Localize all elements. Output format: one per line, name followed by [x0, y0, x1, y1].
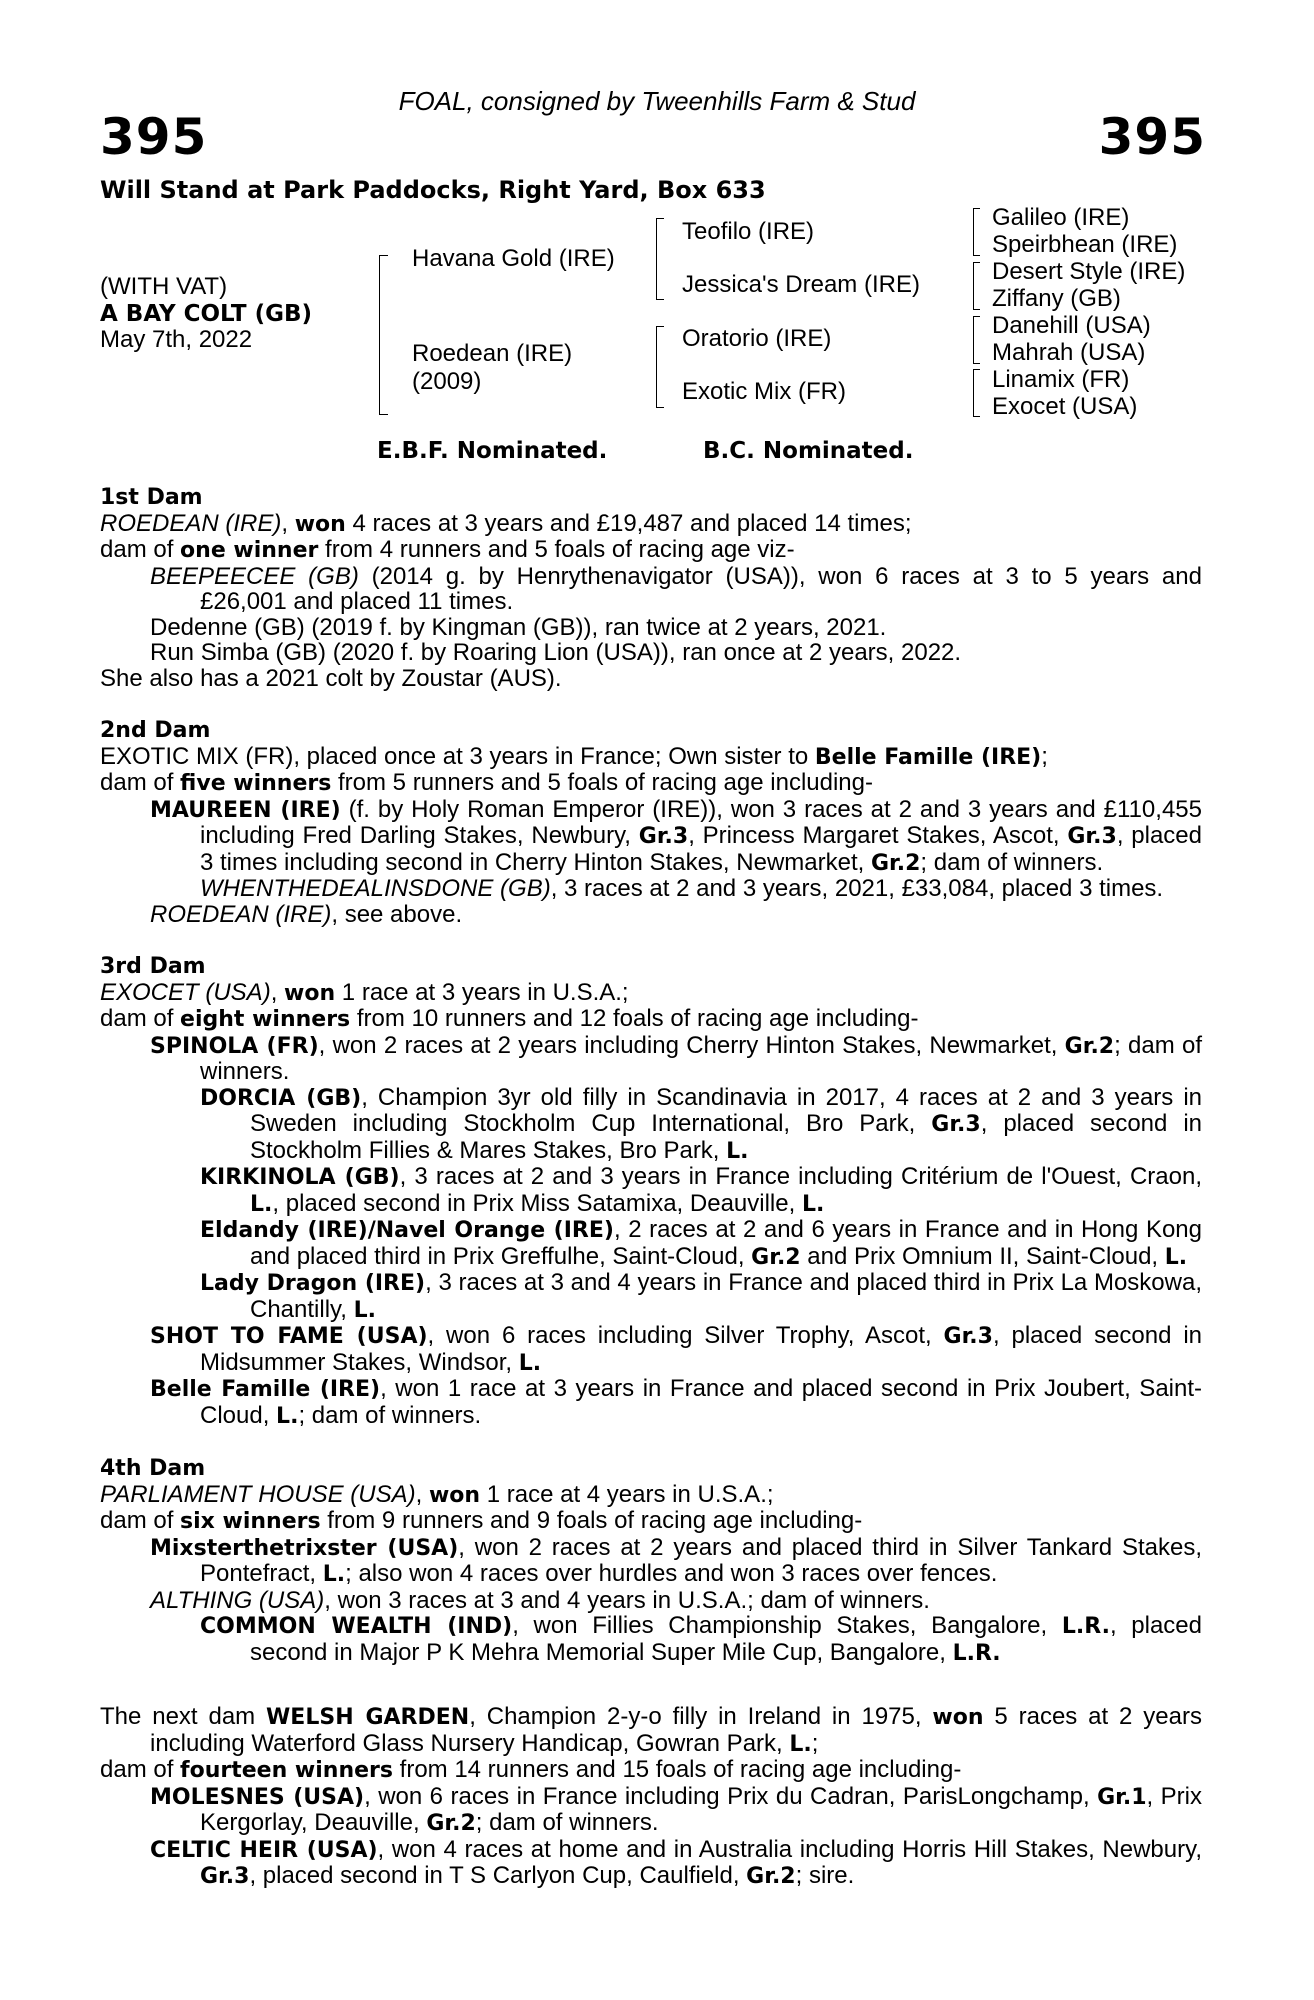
dam3-dam-of	[100, 1006, 1202, 1033]
progeny-name: MOLESNES (USA)	[150, 1784, 365, 1810]
progeny-name: ROEDEAN (IRE)	[150, 900, 332, 928]
dam1-heading: 1st Dam	[100, 485, 203, 510]
progeny-entry	[100, 1535, 1202, 1588]
progeny-name: Mixsterthetrixster (USA)	[150, 1535, 459, 1561]
progeny-name: Belle Famille (IRE)	[150, 1377, 381, 1402]
grade: L.R.	[1061, 1614, 1110, 1639]
sire: Havana Gold (IRE)	[412, 245, 615, 272]
dam: Roedean (IRE)	[412, 340, 573, 367]
foaling-date: May 7th, 2022	[100, 326, 253, 353]
text: , 3 races at 2 and 3 years in France including Critérium de l'Ouest, Craon,	[399, 1163, 1202, 1190]
grade: Gr.3	[200, 1864, 250, 1889]
text: , 3 races at 3 and 4 years in France and placed third in Prix La Moskowa, Chantilly,	[250, 1269, 1202, 1323]
text: , placed second in Major P K Mehra Memorial Super Mile Cup, Bangalore,	[250, 1612, 1203, 1666]
text: ; dam of winners.	[920, 848, 1104, 876]
won-label: won	[284, 980, 336, 1006]
dam4-dam-of	[100, 1508, 1202, 1535]
winner-count: five winners	[180, 771, 332, 796]
winner-count: six winners	[180, 1509, 321, 1534]
great-grandparent: Galileo (IRE)	[992, 204, 1130, 231]
text: , 2 races at 2 and 6 years in France and in Hong Kong and placed third in Prix Greffulhe, Saint-Cloud,	[250, 1216, 1202, 1270]
text: , won 6 races including Silver Trophy, Ascot,	[427, 1322, 944, 1349]
dam-line-brace	[656, 326, 664, 408]
grade: Gr.2	[1064, 1033, 1115, 1059]
text: , Prix Kergorlay, Deauville,	[200, 1782, 1203, 1836]
dam3-name: EXOCET (USA)	[100, 978, 271, 1006]
text: from 5 runners and 5 foals of racing age including-	[331, 769, 873, 796]
progeny-entry	[100, 1588, 1202, 1614]
great-grandparent: Ziffany (GB)	[992, 285, 1121, 312]
dam2-heading: 2nd Dam	[100, 718, 211, 743]
text: , placed second in Prix Miss Satamixa, Deauville,	[272, 1189, 802, 1217]
text: ; dam of winners.	[298, 1401, 482, 1429]
great-grandparent: Speirbhean (IRE)	[992, 231, 1178, 258]
progeny-entry	[100, 564, 1202, 615]
text: ;	[811, 1729, 819, 1757]
text: The next dam	[100, 1703, 267, 1730]
progeny-entry	[100, 797, 1202, 877]
progeny-entry	[100, 1837, 1202, 1890]
dam2-line	[100, 744, 1202, 771]
text: dam of	[100, 1756, 181, 1783]
grade: Gr.2	[746, 1864, 796, 1889]
progeny-entry	[100, 1033, 1202, 1085]
text: , 3 races at 2 and 3 years, 2021, £33,084, placed 3 times.	[550, 875, 1164, 902]
text: ;	[1041, 742, 1048, 770]
ggp-brace-3	[973, 316, 980, 364]
dam3-line: EXOCET (USA), won 1 race at 3 years in U.S.A.;	[100, 978, 629, 1006]
won-label: won	[294, 511, 346, 537]
text: , placed 3 times including second in Cherry Hinton Stakes, Newmarket,	[200, 822, 1203, 876]
dam4-name: PARLIAMENT HOUSE (USA)	[100, 1480, 416, 1508]
progeny-entry	[100, 1323, 1202, 1376]
dam1-line: ROEDEAN (IRE), won 4 races at 3 years and £19,487 and placed 14 times;	[100, 509, 912, 537]
text: ; sire.	[795, 1862, 855, 1889]
winner-count: fourteen winners	[180, 1758, 393, 1783]
dam-year: (2009)	[412, 368, 482, 395]
grade: Gr.2	[751, 1244, 801, 1270]
dam1-record: 4 races at 3 years and £19,487 and placed 14 times;	[345, 509, 912, 537]
text: ; dam of winners.	[200, 1031, 1202, 1085]
grade: L.R.	[952, 1640, 1001, 1666]
text: , won 4 races at home and in Australia including Horris Hill Stakes, Newbury,	[377, 1835, 1202, 1863]
grade: L.	[353, 1297, 376, 1323]
text: , Champion 3yr old filly in Scandinavia in 2017, 4 races at 2 and 3 years in Sweden including Stockholm Cup International, Bro Park,	[250, 1083, 1202, 1137]
great-grandparent: Danehill (USA)	[992, 312, 1151, 339]
winner-count: one winner	[180, 538, 319, 563]
next-dam-name: WELSH GARDEN	[266, 1705, 470, 1730]
progeny-name: COMMON WEALTH (IND)	[200, 1614, 513, 1639]
grade: L.	[518, 1350, 542, 1376]
next-dam-line	[100, 1704, 1202, 1757]
dam4-line: PARLIAMENT HOUSE (USA), won 1 race at 4 years in U.S.A.;	[100, 1480, 774, 1508]
text: , see above.	[331, 900, 463, 928]
grade: Gr.2	[870, 850, 921, 876]
won-label: won	[932, 1705, 984, 1730]
progeny-entry	[100, 1164, 1202, 1217]
won-label: won	[428, 1482, 481, 1508]
stand-location: Will Stand at Park Paddocks, Right Yard, Box 633	[100, 176, 766, 204]
progeny-entry	[100, 902, 1202, 928]
text: dam of	[100, 1507, 181, 1534]
grade: Gr.3	[638, 824, 689, 849]
great-grandparent: Linamix (FR)	[992, 366, 1130, 393]
text: , won 2 races at 2 years and placed third in Silver Tankard Stakes, Pontefract,	[200, 1533, 1202, 1587]
vat-note: (WITH VAT)	[100, 273, 228, 300]
grade: Gr.3	[931, 1112, 981, 1137]
dam2-dam-of	[100, 770, 1202, 797]
ggp-brace-1	[973, 208, 980, 256]
ebf-nominated: E.B.F. Nominated.	[377, 438, 608, 464]
text: (f. by Holy Roman Emperor (IRE)), won 3 races at 2 and 3 years and £110,455 including Fred Darling Stakes, Newbury,	[200, 795, 1202, 849]
lot-number-right: 395	[1098, 108, 1206, 166]
progeny-name: CELTIC HEIR (USA)	[150, 1837, 378, 1863]
text: from 10 runners and 12 foals of racing age including-	[350, 1005, 919, 1032]
grade: Gr.3	[943, 1324, 993, 1349]
text: (2014 g. by Henrythenavigator (USA)), won 6 races at 3 to 5 years and £26,001 and placed 11 times.	[200, 562, 1202, 615]
text: 5 races at 2 years including Waterford Glass Nursery Handicap, Gowran Park,	[150, 1703, 1202, 1757]
text: , placed second in Midsummer Stakes, Windsor,	[200, 1322, 1202, 1376]
ggp-brace-2	[973, 262, 980, 310]
ggp-brace-4	[973, 369, 980, 417]
dam4-heading: 4th Dam	[100, 1456, 206, 1481]
text: , won 2 races at 2 years including Cherry Hinton Stakes, Newmarket,	[318, 1031, 1065, 1059]
text: , Champion 2-y-o filly in Ireland in 1975,	[469, 1703, 933, 1730]
text: from 14 runners and 15 foals of racing age including-	[392, 1756, 962, 1783]
text: from 4 runners and 5 foals of racing age viz-	[318, 536, 795, 563]
grade: L.	[801, 1191, 825, 1217]
progeny-name: MAUREEN (IRE)	[150, 797, 341, 823]
grade: Gr.2	[426, 1811, 476, 1836]
text: , won 3 races at 3 and 4 years in U.S.A.; dam of winners.	[324, 1586, 930, 1614]
next-dam-of	[100, 1757, 1202, 1784]
bc-nominated: B.C. Nominated.	[703, 438, 914, 464]
sire-line-brace	[656, 218, 664, 300]
progeny-entry	[100, 876, 1202, 902]
dam1-dam-of	[100, 537, 1202, 564]
progeny-name: DORCIA (GB)	[200, 1085, 362, 1111]
sister-name: Belle Famille (IRE)	[814, 744, 1042, 770]
lot-number-left: 395	[100, 108, 208, 166]
progeny-entry	[100, 1217, 1202, 1270]
text: dam of	[100, 536, 181, 563]
progeny-name: Eldandy (IRE)/Navel Orange (IRE)	[200, 1218, 614, 1243]
text: 1 race at 3 years in U.S.A.;	[335, 978, 629, 1006]
dam3-heading: 3rd Dam	[100, 954, 206, 979]
dam1-name: ROEDEAN (IRE)	[100, 509, 282, 537]
text: ; also won 4 races over hurdles and won 3 races over fences.	[345, 1560, 998, 1587]
consignor-line: FOAL, consigned by Tweenhills Farm & Stud	[398, 86, 916, 116]
text: and Prix Omnium II, Saint-Cloud,	[800, 1242, 1165, 1270]
granddam-2: Exotic Mix (FR)	[682, 378, 846, 405]
text: dam of	[100, 1005, 181, 1032]
text: 1 race at 4 years in U.S.A.;	[480, 1480, 774, 1508]
progeny-entry	[100, 1270, 1202, 1323]
progeny-entry	[100, 1784, 1202, 1837]
text: , Princess Margaret Stakes, Ascot,	[688, 822, 1068, 849]
progeny-name: WHENTHEDEALINSDONE (GB)	[200, 875, 551, 902]
text: , won Fillies Championship Stakes, Bangalore,	[512, 1612, 1062, 1639]
progeny-name: Lady Dragon (IRE)	[200, 1271, 426, 1296]
granddam-1: Jessica's Dream (IRE)	[682, 271, 920, 298]
grade: Gr.3	[1067, 824, 1117, 849]
progeny-name: ALTHING (USA)	[150, 1586, 325, 1614]
great-grandparent: Mahrah (USA)	[992, 339, 1146, 366]
progeny-entry: Run Simba (GB) (2020 f. by Roaring Lion (USA)), ran once at 2 years, 2022.	[150, 639, 962, 666]
grade: L.	[250, 1191, 273, 1217]
text: ; dam of winners.	[475, 1809, 659, 1836]
text: , placed second in Stockholm Fillies & Mares Stakes, Bro Park,	[250, 1110, 1202, 1164]
text: EXOTIC MIX (FR), placed once at 3 years in France; Own sister to	[100, 742, 815, 770]
progeny-name: SHOT TO FAME (USA)	[150, 1324, 428, 1349]
great-grandparent: Exocet (USA)	[992, 393, 1138, 420]
progeny-entry	[100, 1085, 1202, 1165]
text: , won 1 race at 3 years in France and placed second in Prix Joubert, Saint-Cloud,	[200, 1375, 1203, 1429]
sire-dam-brace	[379, 255, 388, 415]
horse-name: A BAY COLT (GB)	[100, 301, 313, 327]
grandsire-1: Teofilo (IRE)	[682, 218, 815, 245]
winner-count: eight winners	[180, 1007, 351, 1032]
grandsire-2: Oratorio (IRE)	[682, 325, 832, 352]
progeny-entry	[100, 1613, 1202, 1666]
progeny-name: BEEPEECEE (GB)	[150, 562, 359, 590]
grade: Gr.1	[1097, 1784, 1147, 1810]
text: dam of	[100, 769, 181, 796]
great-grandparent: Desert Style (IRE)	[992, 258, 1186, 285]
text: , won 6 races in France including Prix du Cadran, ParisLongchamp,	[364, 1782, 1098, 1810]
grade: L.	[276, 1403, 299, 1429]
text: , placed second in T S Carlyon Cup, Caulfield,	[249, 1862, 747, 1889]
grade: L.	[789, 1731, 812, 1757]
grade: L.	[322, 1562, 346, 1587]
grade: L.	[726, 1138, 749, 1164]
progeny-name: KIRKINOLA (GB)	[200, 1165, 400, 1190]
progeny-name: SPINOLA (FR)	[150, 1033, 319, 1059]
dam1-also: She also has a 2021 colt by Zoustar (AUS).	[100, 664, 562, 692]
text: from 9 runners and 9 foals of racing age including-	[320, 1507, 863, 1534]
grade: L.	[1164, 1244, 1188, 1270]
progeny-entry	[100, 1376, 1202, 1429]
catalogue-body	[100, 485, 1202, 1890]
progeny-entry: Dedenne (GB) (2019 f. by Kingman (GB)), ran twice at 2 years, 2021.	[150, 613, 887, 641]
